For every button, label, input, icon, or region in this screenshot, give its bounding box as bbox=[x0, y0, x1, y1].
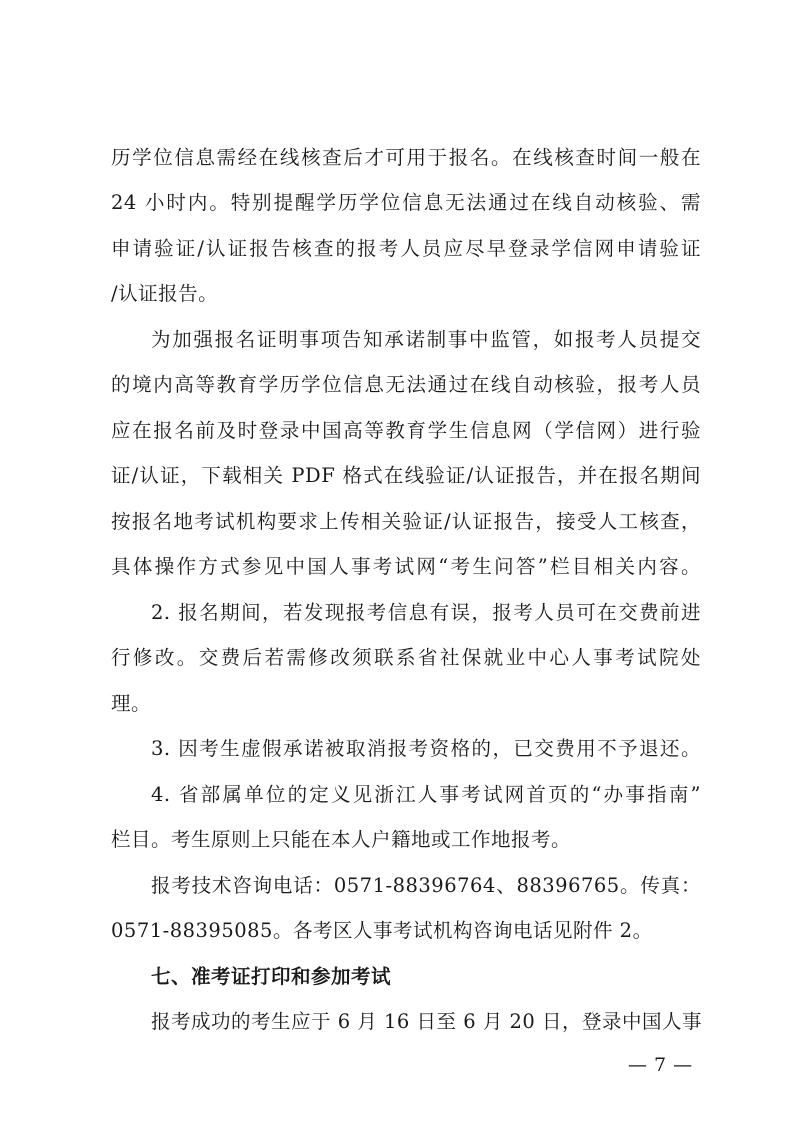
text-line-3: 申请验证/认证报告核查的报考人员应尽早登录学信网申请验证 bbox=[111, 237, 701, 260]
text-line-10: 具体操作方式参见中国人事考试网“考生问答”栏目相关内容。 bbox=[111, 555, 701, 578]
text-line-5: 为加强报名证明事项告知承诺制事中监管，如报考人员提交 bbox=[151, 328, 701, 351]
text-line-9: 按报名地考试机构要求上传相关验证/认证报告，接受人工核查， bbox=[111, 510, 701, 533]
text-line-1: 历学位信息需经在线核查后才可用于报名。在线核查时间一般在 bbox=[111, 146, 701, 169]
text-line-2: 24 小时内。特别提醒学历学位信息无法通过在线自动核验、需 bbox=[111, 191, 701, 214]
text-line-4: /认证报告。 bbox=[111, 282, 219, 305]
section-heading: 七、准考证打印和参加考试 bbox=[151, 965, 392, 988]
text-line-7: 应在报名前及时登录中国高等教育学生信息网（学信网）进行验 bbox=[111, 419, 701, 442]
text-line-8: 证/认证，下载相关 PDF 格式在线验证/认证报告，并在报名期间 bbox=[111, 464, 701, 487]
text-line-6: 的境内高等教育学历学位信息无法通过在线自动核验，报考人员 bbox=[111, 373, 701, 396]
text-line-14: 3. 因考生虚假承诺被取消报考资格的，已交费用不予退还。 bbox=[151, 737, 701, 760]
text-line-15: 4. 省部属单位的定义见浙江人事考试网首页的“办事指南” bbox=[151, 783, 701, 806]
page-number: — 7 — bbox=[628, 1054, 693, 1076]
text-line-17: 报考技术咨询电话：0571-88396764、88396765。传真： bbox=[151, 874, 701, 897]
text-line-13: 理。 bbox=[111, 692, 152, 715]
text-line-16: 栏目。考生原则上只能在本人户籍地或工作地报考。 bbox=[111, 828, 572, 851]
text-line-12: 行修改。交费后若需修改须联系省社保就业中心人事考试院处 bbox=[111, 646, 701, 669]
text-line-18: 0571-88395085。各考区人事考试机构咨询电话见附件 2。 bbox=[111, 919, 653, 942]
text-line-20: 报考成功的考生应于 6 月 16 日至 6 月 20 日，登录中国人事 bbox=[151, 1010, 703, 1033]
text-line-11: 2. 报名期间，若发现报考信息有误，报考人员可在交费前进 bbox=[151, 601, 701, 624]
